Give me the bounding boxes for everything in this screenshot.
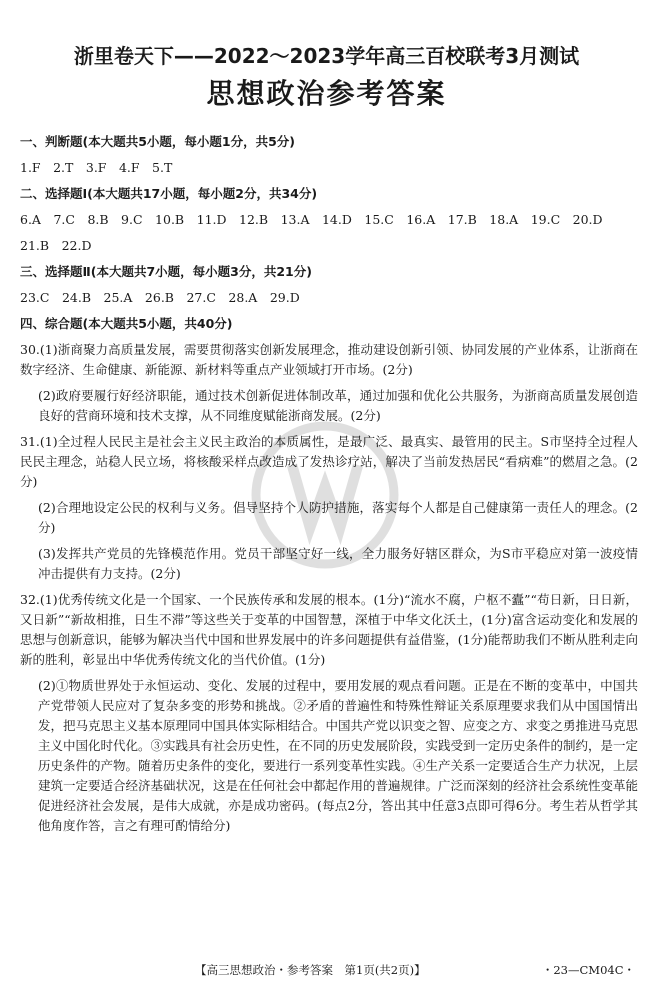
answer-content	[20, 132, 638, 842]
q30-part-1: 30.(1)浙商聚力高质量发展，需要贯彻落实创新发展理念，推动建设创新引领、协同发展的产业体系，让浙商在数字经济、生命健康、新能源、新材料等重点产业领域打开市场。(2分)	[20, 342, 638, 377]
footer-code: ・23—CM04C・	[541, 963, 635, 977]
section-4-heading: 四、综合题(本大题共5小题，共40分)	[20, 316, 233, 331]
exam-title: 浙里卷天下——2022～2023学年高三百校联考3月测试	[73, 44, 580, 68]
section-3-heading: 三、选择题Ⅱ(本大题共7小题，每小题3分，共21分)	[20, 264, 312, 279]
section-3-answers: 23.C 24.B 25.A 26.B 27.C 28.A 29.D	[20, 290, 300, 305]
section-2-answers-line-2: 21.B 22.D	[20, 238, 92, 253]
section-2-heading: 二、选择题Ⅰ(本大题共17小题，每小题2分，共34分)	[20, 186, 318, 201]
q31-part-2: (2)合理地设定公民的权利与义务。倡导坚持个人防护措施，落实每个人都是自己健康第一责任人的理念。(2分)	[38, 500, 638, 535]
q31-part-1: 31.(1)全过程人民民主是社会主义民主政治的本质属性，是最广泛、最真实、最管用的民主。S市坚持全过程人民民主理念，站稳人民立场，将核酸采样点改造成了发热诊疗站，解决了当前发热居民“看病难”的燃眉之急。(2分)	[20, 434, 638, 489]
section-1-heading: 一、判断题(本大题共5小题，每小题1分，共5分)	[20, 134, 296, 149]
q30-part-2: (2)政府要履行好经济职能，通过技术创新促进体制改革，通过加强和优化公共服务，为浙商高质量发展创造良好的营商环境和技术支撑，从不同维度赋能浙商发展。(2分)	[38, 388, 638, 423]
footer-page-info: 【高三思想政治・参考答案 第1页(共2页)】	[195, 963, 426, 977]
q32-part-2: (2)①物质世界处于永恒运动、变化、发展的过程中，要用发展的观点看问题。正是在不断的变革中，中国共产党带领人民应对了复杂多变的形势和挑战。②矛盾的普遍性和特殊性辩证关系原理要求我们从中国国情出发，把马克思主义基本原理同中国具体实际相结合。中国共产党以识变之智、应变之方、求变之勇推进马克思主义中国化时代化。③实践具有社会历史性，在不同的历史发展阶段，实践受到一定历史条件的制约，是一定历史条件的产物。随着历史条件的变化，要进行一系列变革性实践。④生产关系一定要适合生产力状况，上层建筑一定要适合经济基础状况，这是在任何社会中都起作用的普遍规律。广泛而深刻的经济社会系统性变革能促进经济社会发展，是伟大成就，亦是成功密码。(每点2分，答出其中任意3点即可得6分。考生若从哲学其他角度作答，言之有理可酌情给分)	[38, 678, 639, 833]
q31-part-3: (3)发挥共产党员的先锋模范作用。党员干部坚守好一线，全力服务好辖区群众，为S市平稳应对第一波疫情冲击提供有力支持。(2分)	[38, 546, 638, 581]
section-2-answers-line-1: 6.A 7.C 8.B 9.C 10.B 11.D 12.B 13.A 14.D 15.C 16.A 17.B 18.A 19.C 20.D	[20, 212, 603, 227]
page-title: 思想政治参考答案	[206, 77, 447, 110]
section-1-answers: 1.F 2.T 3.F 4.F 5.T	[20, 160, 173, 175]
q32-part-1: 32.(1)优秀传统文化是一个国家、一个民族传承和发展的根本。(1分)“流水不腐，户枢不蠹”“苟日新，日日新，又日新”“新故相推，日生不滞”等这些关于变革的中国智慧，深植于中华文化沃土，(1分)富含运动变化和发展的思想与创新意识，能够为解决当代中国和世界发展中的许多问题提供有益借鉴，(1分)能帮助我们不断从胜利走向新的胜利，彰显出中华优秀传统文化的当代价值。(1分)	[20, 592, 638, 667]
